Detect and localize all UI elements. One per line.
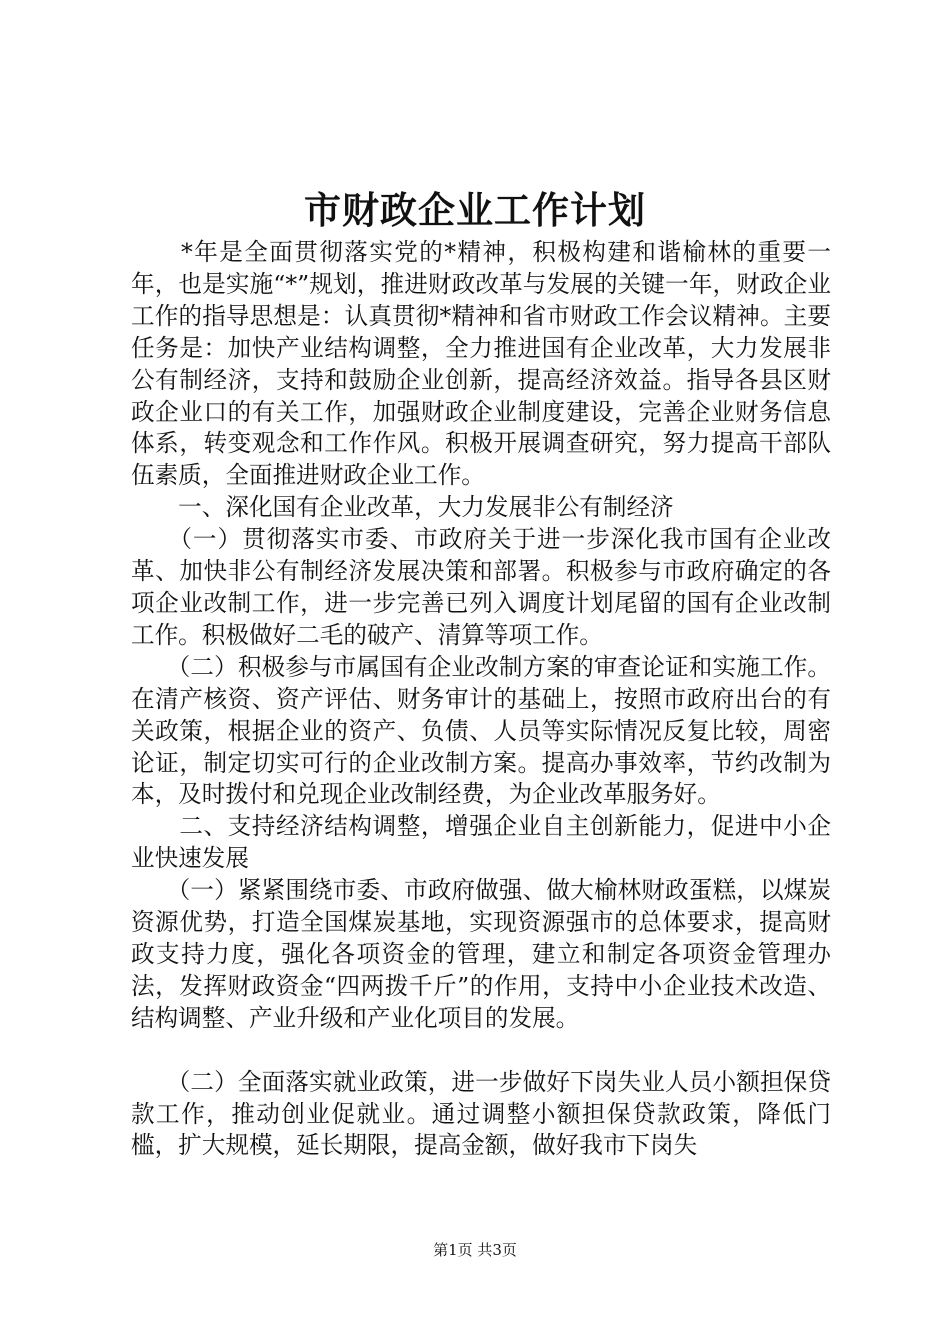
paragraph-2-2: （二）全面落实就业政策，进一步做好下岗失业人员小额担保贷款工作，推动创业促就业。通过调整小额担保贷款政策，降低门槛，扩大规模，延长期限，提高金额，做好我市下岗失 [131, 1067, 831, 1160]
section-heading-1: 一、深化国有企业改革，大力发展非公有制经济 [131, 493, 674, 522]
paragraph-1-2: （二）积极参与市属国有企业改制方案的审查论证和实施工作。在清产核资、资产评估、财务审计的基础上，按照市政府出台的有关政策，根据企业的资产、负债、人员等实际情况反复比较，周密论证，制定切实可行的企业改制方案。提高办事效率，节约改制为本，及时拨付和兑现企业改制经费，为企业改革服务好。 [131, 652, 831, 809]
paragraph-1-1: （一）贯彻落实市委、市政府关于进一步深化我市国有企业改革、加快非公有制经济发展决策和部署。积极参与市政府确定的各项企业改制工作，进一步完善已列入调度计划尾留的国有企业改制工作。积极做好二毛的破产、清算等项工作。 [131, 525, 831, 649]
paragraph-intro: *年是全面贯彻落实党的*精神，积极构建和谐榆林的重要一年，也是实施“*”规划，推进财政改革与发展的关键一年，财政企业工作的指导思想是：认真贯彻*精神和省市财政工作会议精神。主要任务是：加快产业结构调整，全力推进国有企业改革，大力发展非公有制经济，支持和鼓励企业创新，提高经济效益。指导各县区财政企业口的有关工作，加强财政企业制度建设，完善企业财务信息体系，转变观念和工作作风。积极开展调查研究，努力提高干部队伍素质，全面推进财政企业工作。 [131, 238, 831, 490]
paragraph-gap [131, 1035, 831, 1067]
page-footer: 第1页 共3页 [433, 1241, 517, 1259]
paragraph-2-1: （一）紧紧围绕市委、市政府做强、做大榆林财政蛋糕，以煤炭资源优势，打造全国煤炭基地，实现资源强市的总体要求，提高财政支持力度，强化各项资金的管理，建立和制定各项资金管理办法，发挥财政资金“四两拨千斤”的作用，支持中小企业技术改造、结构调整、产业升级和产业化项目的发展。 [131, 876, 831, 1032]
section-heading-2: 二、支持经济结构调整，增强企业自主创新能力，促进中小企业快速发展 [131, 812, 831, 873]
document-body [131, 237, 831, 1162]
document-title: 市财政企业工作计划 [304, 188, 646, 232]
